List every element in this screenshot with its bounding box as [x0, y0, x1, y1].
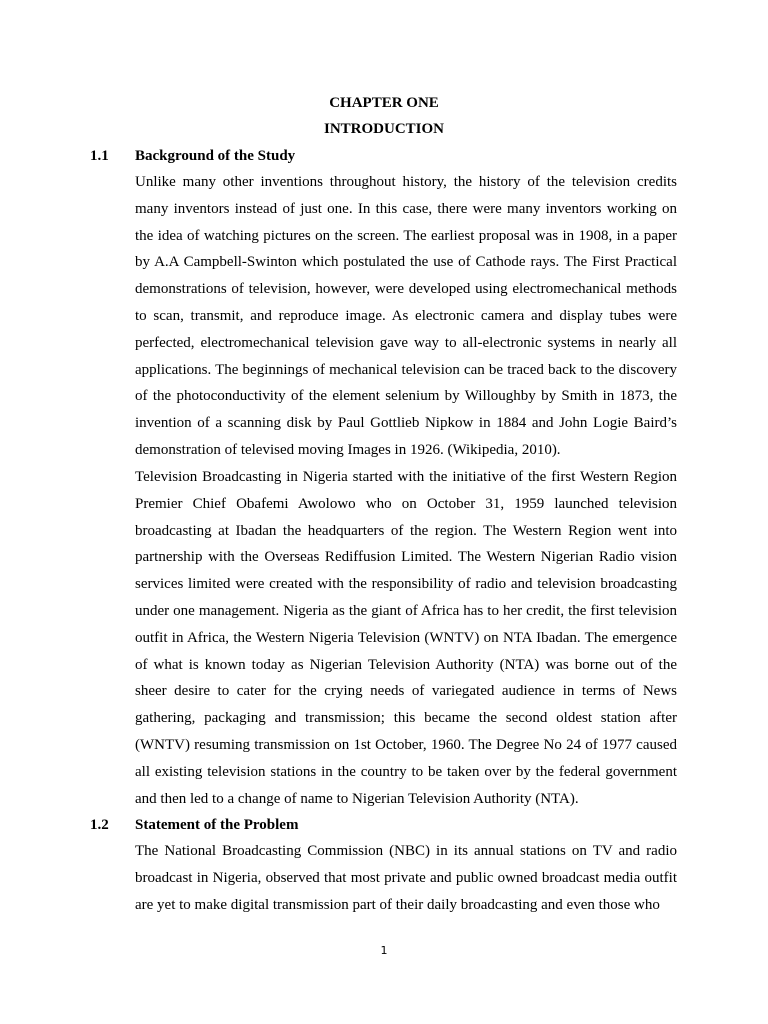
section-number: 1.2: [90, 817, 109, 833]
page-number: 1: [380, 944, 388, 957]
body-paragraph: The National Broadcasting Commission (NBC) in its annual stations on TV and radio broadcast in Nigeria, observed that most private and public owned broadcast media outfit are yet to make digital transmission part of their daily broadcasting and even those who: [135, 843, 677, 913]
body-paragraph: Unlike many other inventions throughout history, the history of the television credits many inventors instead of just one. In this case, there were many inventors working on the idea of watching pictures on the screen. The earliest proposal was in 1908, in a paper by A.A Campbell-Swinton which postulated the use of Cathode rays. The First Practical demonstrations of television, however, were developed using electromechanical methods to scan, transmit, and reproduce image. As electronic camera and display tubes were perfected, electromechanical television gave way to all-electronic systems in nearly all applications. The beginnings of mechanical television can be traced back to the discovery of the photoconductivity of the element selenium by Willoughby by Smith in 1873, the invention of a scanning disk by Paul Gottlieb Nipkow in 1884 and John Logie Baird’s demonstration of televised moving Images in 1926. (Wikipedia, 2010).: [135, 174, 677, 458]
section-title: Background of the Study: [135, 148, 296, 164]
chapter-label: CHAPTER ONE: [329, 95, 439, 111]
body-paragraph: Television Broadcasting in Nigeria started with the initiative of the first Western Region Premier Chief Obafemi Awolowo who on October 31, 1959 launched television broadcasting at Ibadan the headquarters of the region. The Western Region went into partnership with the Overseas Rediffusion Limited. The Western Nigerian Radio vision services limited were created with the responsibility of radio and television broadcasting under one management. Nigeria as the giant of Africa has to her credit, the first television outfit in Africa, the Western Nigeria Television (WNTV) on NTA Ibadan. The emergence of what is known today as Nigerian Television Authority (NTA) was borne out of the sheer desire to cater for the crying needs of variegated audience in terms of News gathering, packaging and transmission; this became the second oldest station after (WNTV) resuming transmission on 1st October, 1960. The Degree No 24 of 1977 caused all existing television stations in the country to be taken over by the federal government and then led to a change of name to Nigerian Television Authority (NTA).: [135, 469, 677, 807]
chapter-title: INTRODUCTION: [323, 121, 444, 137]
section-title: Statement of the Problem: [135, 817, 299, 833]
section-number: 1.1: [90, 148, 109, 164]
